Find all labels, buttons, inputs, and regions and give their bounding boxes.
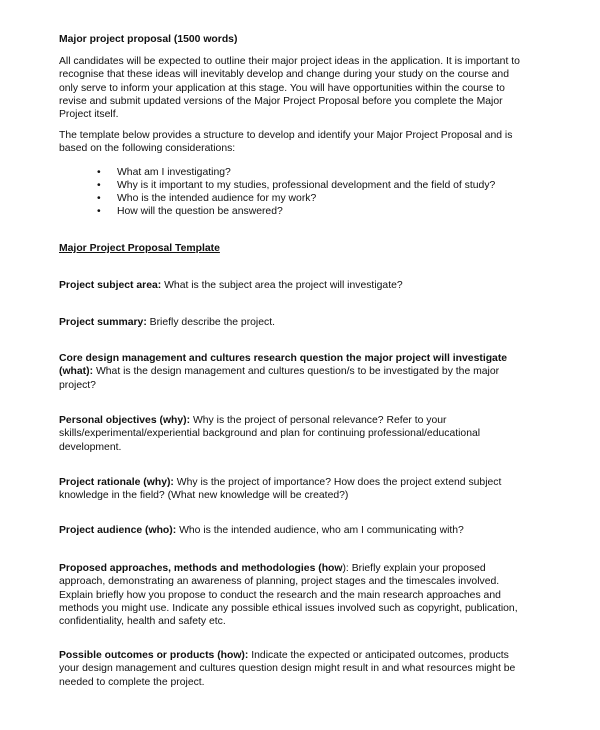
section-text: Indicate the expected or anticipated outcomes, products your design management and cultures question design might result in and what resources might be needed to complete the project. <box>59 650 516 688</box>
section-text: Why is the project of importance? How does the project extend subject knowledge in the field? (What new knowledge will be created?) <box>59 477 502 502</box>
template-heading <box>59 242 559 255</box>
section-text: ): Briefly explain your proposed approach, demonstrating an awareness of planning, project stages and the timescales involved. Explain briefly how you propose to conduct the research and the main research approaches and methods you might use. Indicate any possible ethical issues involved such as copyright, publication, confidentiality, health and safety etc. <box>59 563 518 628</box>
section-label: Personal objectives (why): <box>59 415 191 426</box>
section-text: Why is the project of personal relevance? Refer to your skills/experimental/experiential background and plan for continuing professional/educational development. <box>59 415 481 453</box>
section-outcomes <box>59 649 559 689</box>
section-text: What is the design management and cultures question/s to be investigated by the major project? <box>59 366 500 391</box>
template-intro-paragraph: The template below provides a structure to develop and identify your Major Project Proposal and is based on the following considerations: <box>59 130 513 155</box>
list-item-text: How will the question be answered? <box>117 206 283 217</box>
section-label: Project summary: <box>59 317 147 328</box>
section-summary <box>59 316 559 329</box>
section-text: What is the subject area the project will investigate? <box>161 280 403 291</box>
section-text: Who is the intended audience, who am I communicating with? <box>176 525 464 536</box>
section-audience <box>59 524 559 537</box>
section-label: Core design management and cultures research question the major project will investigate (what): <box>59 353 508 378</box>
list-item-text: Why is it important to my studies, professional development and the field of study? <box>117 180 496 191</box>
intro-paragraph: All candidates will be expected to outline their major project ideas in the application. It is important to recognise that these ideas will inevitably develop and change during your study on the course and only serve to inform your application at this stage. You will have opportunities within the course to revise and submit updated versions of the Major Project Proposal before you complete the Major Project itself. <box>59 56 520 121</box>
bullet-icon: • <box>97 167 101 178</box>
section-label: Project rationale (why): <box>59 477 174 488</box>
list-item-text: Who is the intended audience for my work? <box>117 193 317 204</box>
section-subject-area <box>59 279 559 292</box>
section-label: Possible outcomes or products (how): <box>59 650 249 661</box>
list-item-text: What am I investigating? <box>117 167 231 178</box>
title-text: Major project proposal (1500 words) <box>59 34 238 45</box>
section-text: Briefly describe the project. <box>146 317 275 328</box>
bullet-icon: • <box>97 180 101 191</box>
template-heading-text: Major Project Proposal Template <box>59 243 220 254</box>
section-label: Proposed approaches, methods and methodologies (how <box>59 563 343 574</box>
section-rationale <box>59 476 559 503</box>
section-label: Project subject area: <box>59 280 162 291</box>
bullet-icon: • <box>97 193 101 204</box>
document-title <box>59 33 559 46</box>
section-research-question <box>59 352 559 392</box>
section-personal-objectives <box>59 414 559 454</box>
section-approaches <box>59 562 559 628</box>
section-label: Project audience (who): <box>59 525 177 536</box>
bullet-icon: • <box>97 206 101 217</box>
